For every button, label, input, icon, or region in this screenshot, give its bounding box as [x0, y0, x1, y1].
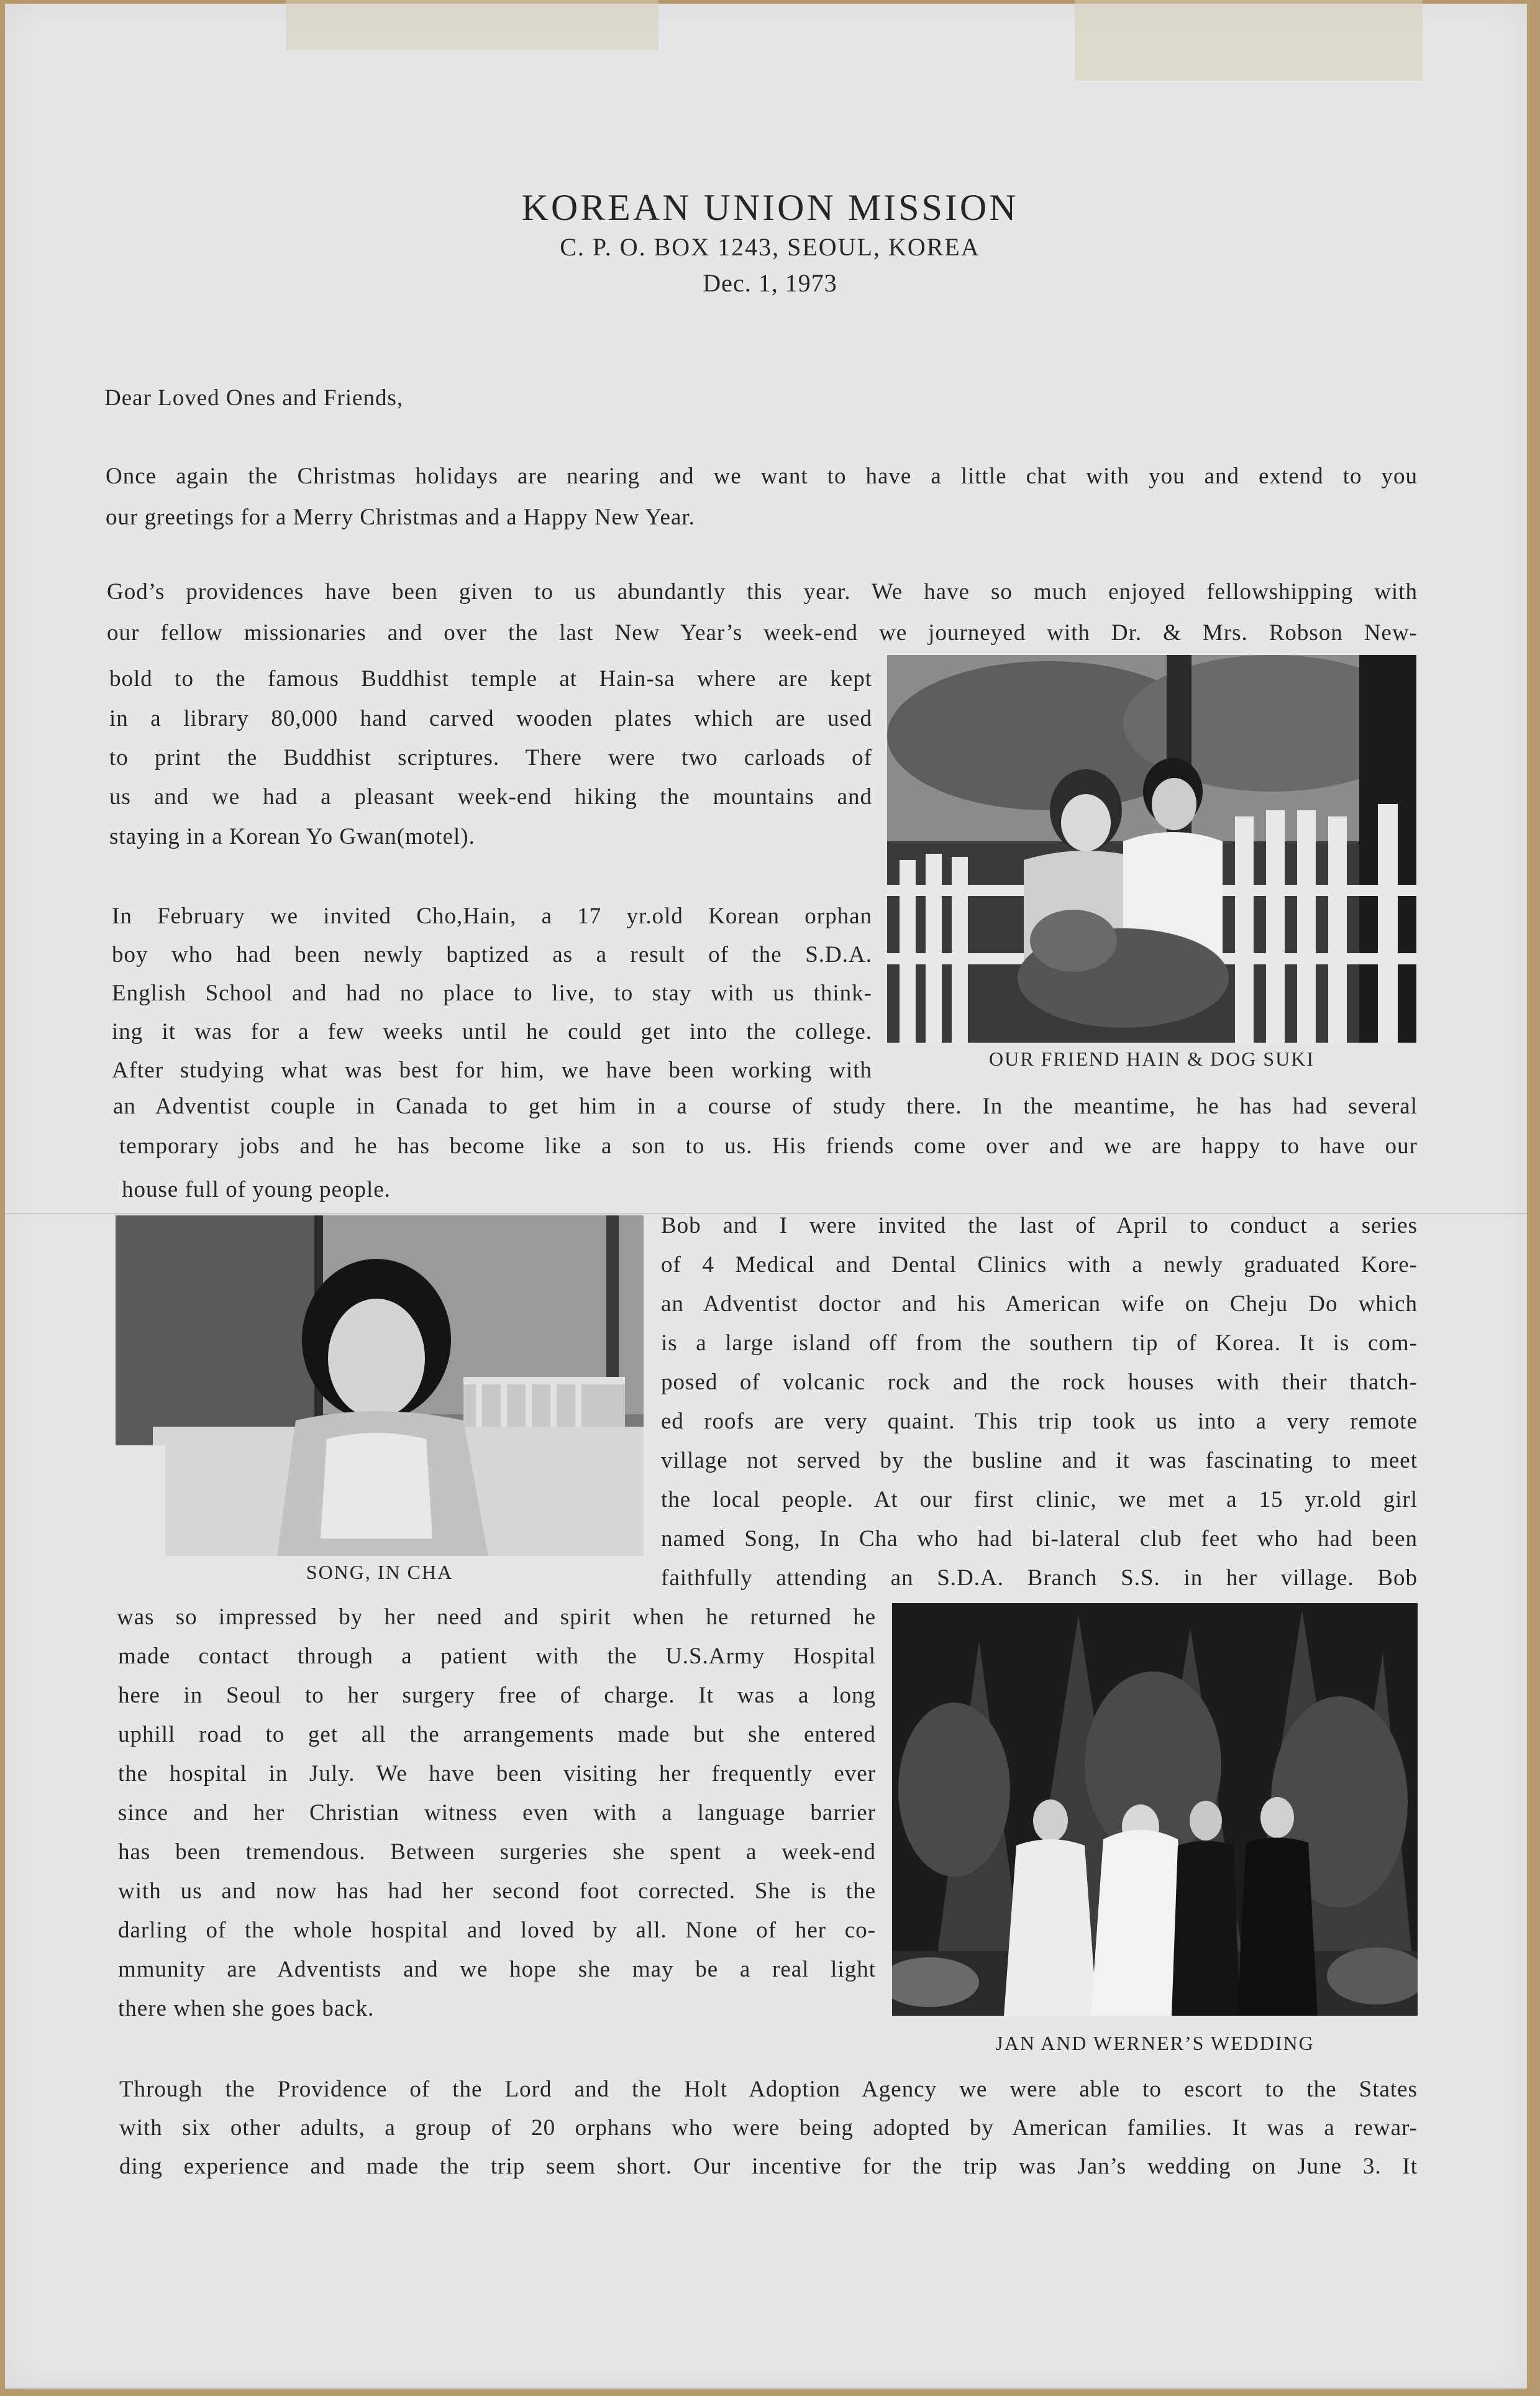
- text-line: an Adventist couple in Canada to get him in a course of study there. In the meantime, he has had several: [113, 1094, 1418, 1119]
- text-line: temporary jobs and he has become like a son to us. His friends come over and we are happy to have our: [119, 1133, 1418, 1159]
- text-line: is a large island off from the southern tip of Korea. It is com-: [661, 1330, 1418, 1356]
- text-line: here in Seoul to her surgery free of charge. It was a long: [118, 1683, 876, 1708]
- text-line: was so impressed by her need and spirit when he returned he: [117, 1604, 876, 1630]
- letterhead-title: KOREAN UNION MISSION: [521, 187, 1019, 228]
- tape-strip-left: [286, 0, 658, 50]
- text-line: the hospital in July. We have been visiting her frequently ever: [118, 1761, 876, 1786]
- text-line: in a library 80,000 hand carved wooden plates which are used: [109, 706, 872, 731]
- text-line: since and her Christian witness even with a language barrier: [118, 1800, 876, 1826]
- text-line: After studying what was best for him, we have been working with: [112, 1058, 872, 1083]
- salutation: Dear Loved Ones and Friends,: [104, 385, 404, 411]
- text-line: God’s providences have been given to us abundantly this year. We have so much enjoyed fellowshipping with: [107, 579, 1418, 605]
- text-line: mmunity are Adventists and we hope she may be a real light: [118, 1957, 876, 1982]
- letterhead-address: C. P. O. BOX 1243, SEOUL, KOREA: [560, 233, 980, 261]
- text-line: posed of volcanic rock and the rock houses with their thatch-: [661, 1369, 1418, 1395]
- photo-wedding: [892, 1603, 1418, 2016]
- text-line: the local people. At our first clinic, we met a 15 yr.old girl: [661, 1487, 1418, 1512]
- text-line: with us and now has had her second foot corrected. She is the: [118, 1878, 876, 1904]
- text-line: house full of young people.: [122, 1177, 391, 1202]
- photo-wedding-image: [892, 1603, 1418, 2016]
- photo-song-in-cha: [116, 1215, 644, 1556]
- text-line: our fellow missionaries and over the last New Year’s week-end we journeyed with Dr. & Mrs. Robson New-: [107, 620, 1418, 646]
- text-line: ding experience and made the trip seem short. Our incentive for the trip was Jan’s wedding on June 3. It: [119, 2154, 1418, 2179]
- letter-date: Dec. 1, 1973: [703, 269, 837, 297]
- text-line: Bob and I were invited the last of April to conduct a series: [661, 1213, 1418, 1238]
- text-line: made contact through a patient with the U.S.Army Hospital: [118, 1644, 876, 1669]
- text-line: In February we invited Cho,Hain, a 17 yr.old Korean orphan: [112, 903, 872, 929]
- text-line: Through the Providence of the Lord and the Holt Adoption Agency we were able to escort to the States: [119, 2077, 1418, 2102]
- text-line: has been tremendous. Between surgeries she spent a week-end: [118, 1839, 876, 1865]
- text-line: there when she goes back.: [118, 1996, 375, 2021]
- text-line: of 4 Medical and Dental Clinics with a newly graduated Kore-: [661, 1252, 1418, 1278]
- caption-hain-and-dog: OUR FRIEND HAIN & DOG SUKI: [989, 1048, 1314, 1070]
- text-line: English School and had no place to live, to stay with us think-: [112, 981, 872, 1006]
- text-line: faithfully attending an S.D.A. Branch S.S. in her village. Bob: [661, 1565, 1418, 1591]
- caption-song-in-cha: SONG, IN CHA: [306, 1561, 453, 1583]
- text-line: Once again the Christmas holidays are nearing and we want to have a little chat with you and extend to you: [106, 464, 1418, 489]
- text-line: boy who had been newly baptized as a result of the S.D.A.: [112, 942, 872, 967]
- tape-strip-right: [1075, 0, 1423, 81]
- text-line: named Song, In Cha who had bi-lateral club feet who had been: [661, 1526, 1418, 1552]
- text-line: bold to the famous Buddhist temple at Hain-sa where are kept: [109, 666, 872, 692]
- photo-song-in-cha-image: [116, 1215, 644, 1556]
- text-line: ed roofs are very quaint. This trip took us into a very remote: [661, 1409, 1418, 1434]
- text-line: an Adventist doctor and his American wife on Cheju Do which: [661, 1291, 1418, 1317]
- text-line: village not served by the busline and it was fascinating to meet: [661, 1448, 1418, 1473]
- photo-hain-and-dog-image: [887, 655, 1416, 1043]
- text-line: to print the Buddhist scriptures. There were two carloads of: [109, 745, 872, 770]
- text-line: us and we had a pleasant week-end hiking the mountains and: [109, 784, 872, 810]
- caption-wedding: JAN AND WERNER’S WEDDING: [995, 2032, 1314, 2054]
- text-line: our greetings for a Merry Christmas and a Happy New Year.: [106, 505, 695, 530]
- text-line: staying in a Korean Yo Gwan(motel).: [109, 824, 475, 849]
- text-line: with six other adults, a group of 20 orphans who were being adopted by American families. It was a rewar-: [119, 2115, 1418, 2141]
- text-line: ing it was for a few weeks until he could get into the college.: [112, 1019, 872, 1045]
- text-line: uphill road to get all the arrangements made but she entered: [118, 1722, 876, 1747]
- text-line: darling of the whole hospital and loved by all. None of her co-: [118, 1918, 876, 1943]
- photo-hain-and-dog: [887, 655, 1416, 1043]
